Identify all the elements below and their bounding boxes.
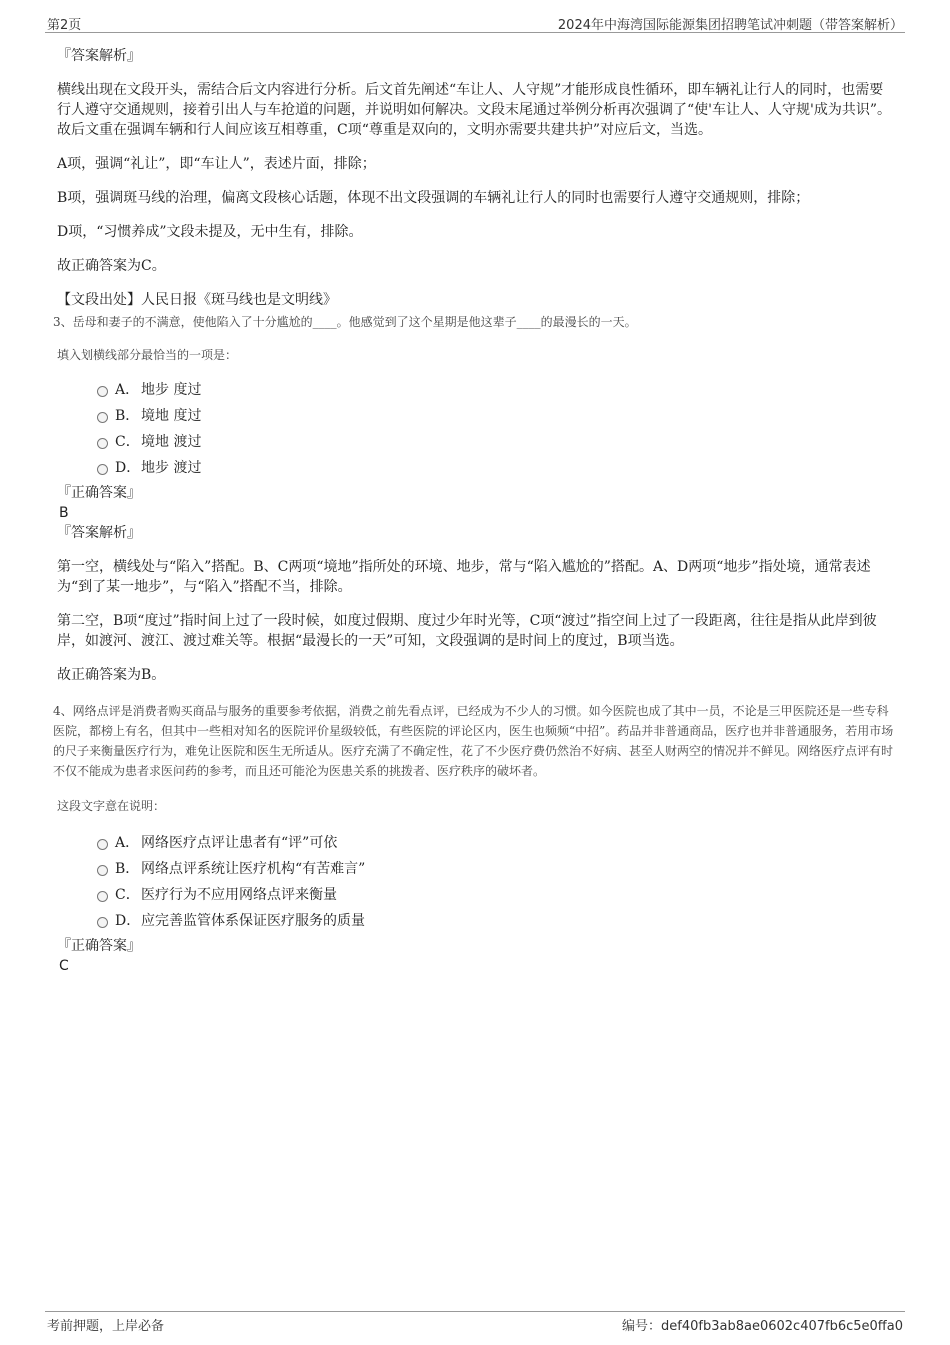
radio-icon[interactable] xyxy=(97,891,108,902)
analysis-paragraph: 横线出现在文段开头，需结合后文内容进行分析。后文首先阐述“车让人、人守规”才能形成良性循环，即车辆礼让行人的同时，也需要行人遵守交通规则，接着引出人与车抢道的问题，并说明如何解决。文段末尾通过举例分析再次强调了“使'车让人、人守规'成为共识”。故后文重在强调车辆和行人间应该互相尊重，C项“尊重是双向的，文明亦需要共建共护”对应后文，当选。 xyxy=(57,82,892,138)
stem-text: 岳母和妻子的不满意，使他陷入了十分尴尬的 xyxy=(72,315,313,329)
page-content xyxy=(53,46,897,976)
question-number: 4、 xyxy=(53,704,73,718)
passage-source: 【文段出处】人民日报《斑马线也是文明线》 xyxy=(57,292,337,308)
analysis-label: 『答案解析』 xyxy=(57,48,141,64)
answer-label: 『正确答案』 xyxy=(57,938,141,954)
analysis-label: 『答案解析』 xyxy=(57,525,141,541)
analysis-paragraph: 第二空，B项“度过”指时间上过了一段时候，如度过假期、度过少年时光等，C项“渡过”指空间上过了一段距离，往往是指从此岸到彼岸，如渡河、渡江、渡过难关等。根据“最漫长的一天”可知，文段强调的是时间上的度过，B项当选。 xyxy=(57,613,877,649)
analysis-paragraph: D项，“习惯养成”文段未提及，无中生有，排除。 xyxy=(57,224,363,240)
options-list xyxy=(57,377,897,481)
radio-icon[interactable] xyxy=(97,412,108,423)
blank: ____ xyxy=(516,315,541,329)
page-number: 第2页 xyxy=(47,18,82,33)
option-b[interactable]: B． 网络点评系统让医疗机构“有苦难言” xyxy=(97,856,897,882)
question-prompt: 填入划横线部分最恰当的一项是： xyxy=(57,348,238,362)
page-header xyxy=(45,12,905,33)
analysis-paragraph: A项，强调“礼让”，即“车让人”，表述片面，排除； xyxy=(57,156,376,172)
page-footer xyxy=(45,1311,905,1334)
radio-icon[interactable] xyxy=(97,438,108,449)
analysis-paragraph: 第一空，横线处与“陷入”搭配。B、C两项“境地”指所处的环境、地步，常与“陷入尴尬的”搭配。A、D两项“地步”指处境，通常表述为“到了某一地步”，与“陷入”搭配不当，排除。 xyxy=(57,559,871,595)
question-3-stem xyxy=(53,312,897,332)
option-a[interactable]: A． 网络医疗点评让患者有“评”可依 xyxy=(97,830,897,856)
blank: ____ xyxy=(312,315,337,329)
option-d[interactable]: D．地步 渡过 xyxy=(97,455,897,481)
question-number: 3、 xyxy=(53,315,73,329)
option-a[interactable]: A． 地步 度过 xyxy=(97,377,897,403)
option-c[interactable]: C．医疗行为不应用网络点评来衡量 xyxy=(97,882,897,908)
stem-text: 。他感觉到了这个星期是他这辈子 xyxy=(336,315,517,329)
question-prompt: 这段文字意在说明： xyxy=(57,799,166,813)
radio-icon[interactable] xyxy=(97,865,108,876)
correct-answer: B xyxy=(59,505,69,521)
radio-icon[interactable] xyxy=(97,386,108,397)
footer-slogan: 考前押题，上岸必备 xyxy=(47,1319,165,1334)
correct-answer: C xyxy=(59,958,69,974)
document-title: 2024年中海湾国际能源集团招聘笔试冲刺题（带答案解析） xyxy=(557,18,903,33)
options-list xyxy=(57,830,897,934)
question-4-stem xyxy=(53,701,897,781)
stem-text: 的最漫长的一天。 xyxy=(540,315,637,329)
radio-icon[interactable] xyxy=(97,839,108,850)
stem-text: 网络点评是消费者购买商品与服务的重要参考依据，消费之前先看点评，已经成为不少人的习惯。如今医院也成了其中一员，不论是三甲医院还是一些专科医院，都榜上有名，但其中一些相对知名的医院评价星级较低，有些医院的评论区内，医生也频频“中招”。药品并非普通商品，医疗也并非普通服务，若用市场的尺子来衡量医疗行为，难免让医院和医生无所适从。医疗充满了不确定性，花了不少医疗费仍然治不好病、甚至人财两空的情况并不鲜见。网络医疗点评有时不仅不能成为患者求医问药的参考，而且还可能沦为医患关系的挑拨者、医疗秩序的破坏者。 xyxy=(53,704,894,778)
analysis-paragraph: B项，强调斑马线的治理，偏离文段核心话题，体现不出文段强调的车辆礼让行人的同时也需要行人遵守交通规则，排除； xyxy=(57,190,810,206)
option-d[interactable]: D．应完善监管体系保证医疗服务的质量 xyxy=(97,908,897,934)
radio-icon[interactable] xyxy=(97,464,108,475)
option-c[interactable]: C．境地 渡过 xyxy=(97,429,897,455)
analysis-conclusion: 故正确答案为B。 xyxy=(57,667,166,683)
document-id: 编号：def40fb3ab8ae0602c407fb6c5e0ffa0 xyxy=(622,1319,903,1334)
option-b[interactable]: B． 境地 度过 xyxy=(97,403,897,429)
answer-label: 『正确答案』 xyxy=(57,485,141,501)
radio-icon[interactable] xyxy=(97,917,108,928)
analysis-conclusion: 故正确答案为C。 xyxy=(57,258,166,274)
